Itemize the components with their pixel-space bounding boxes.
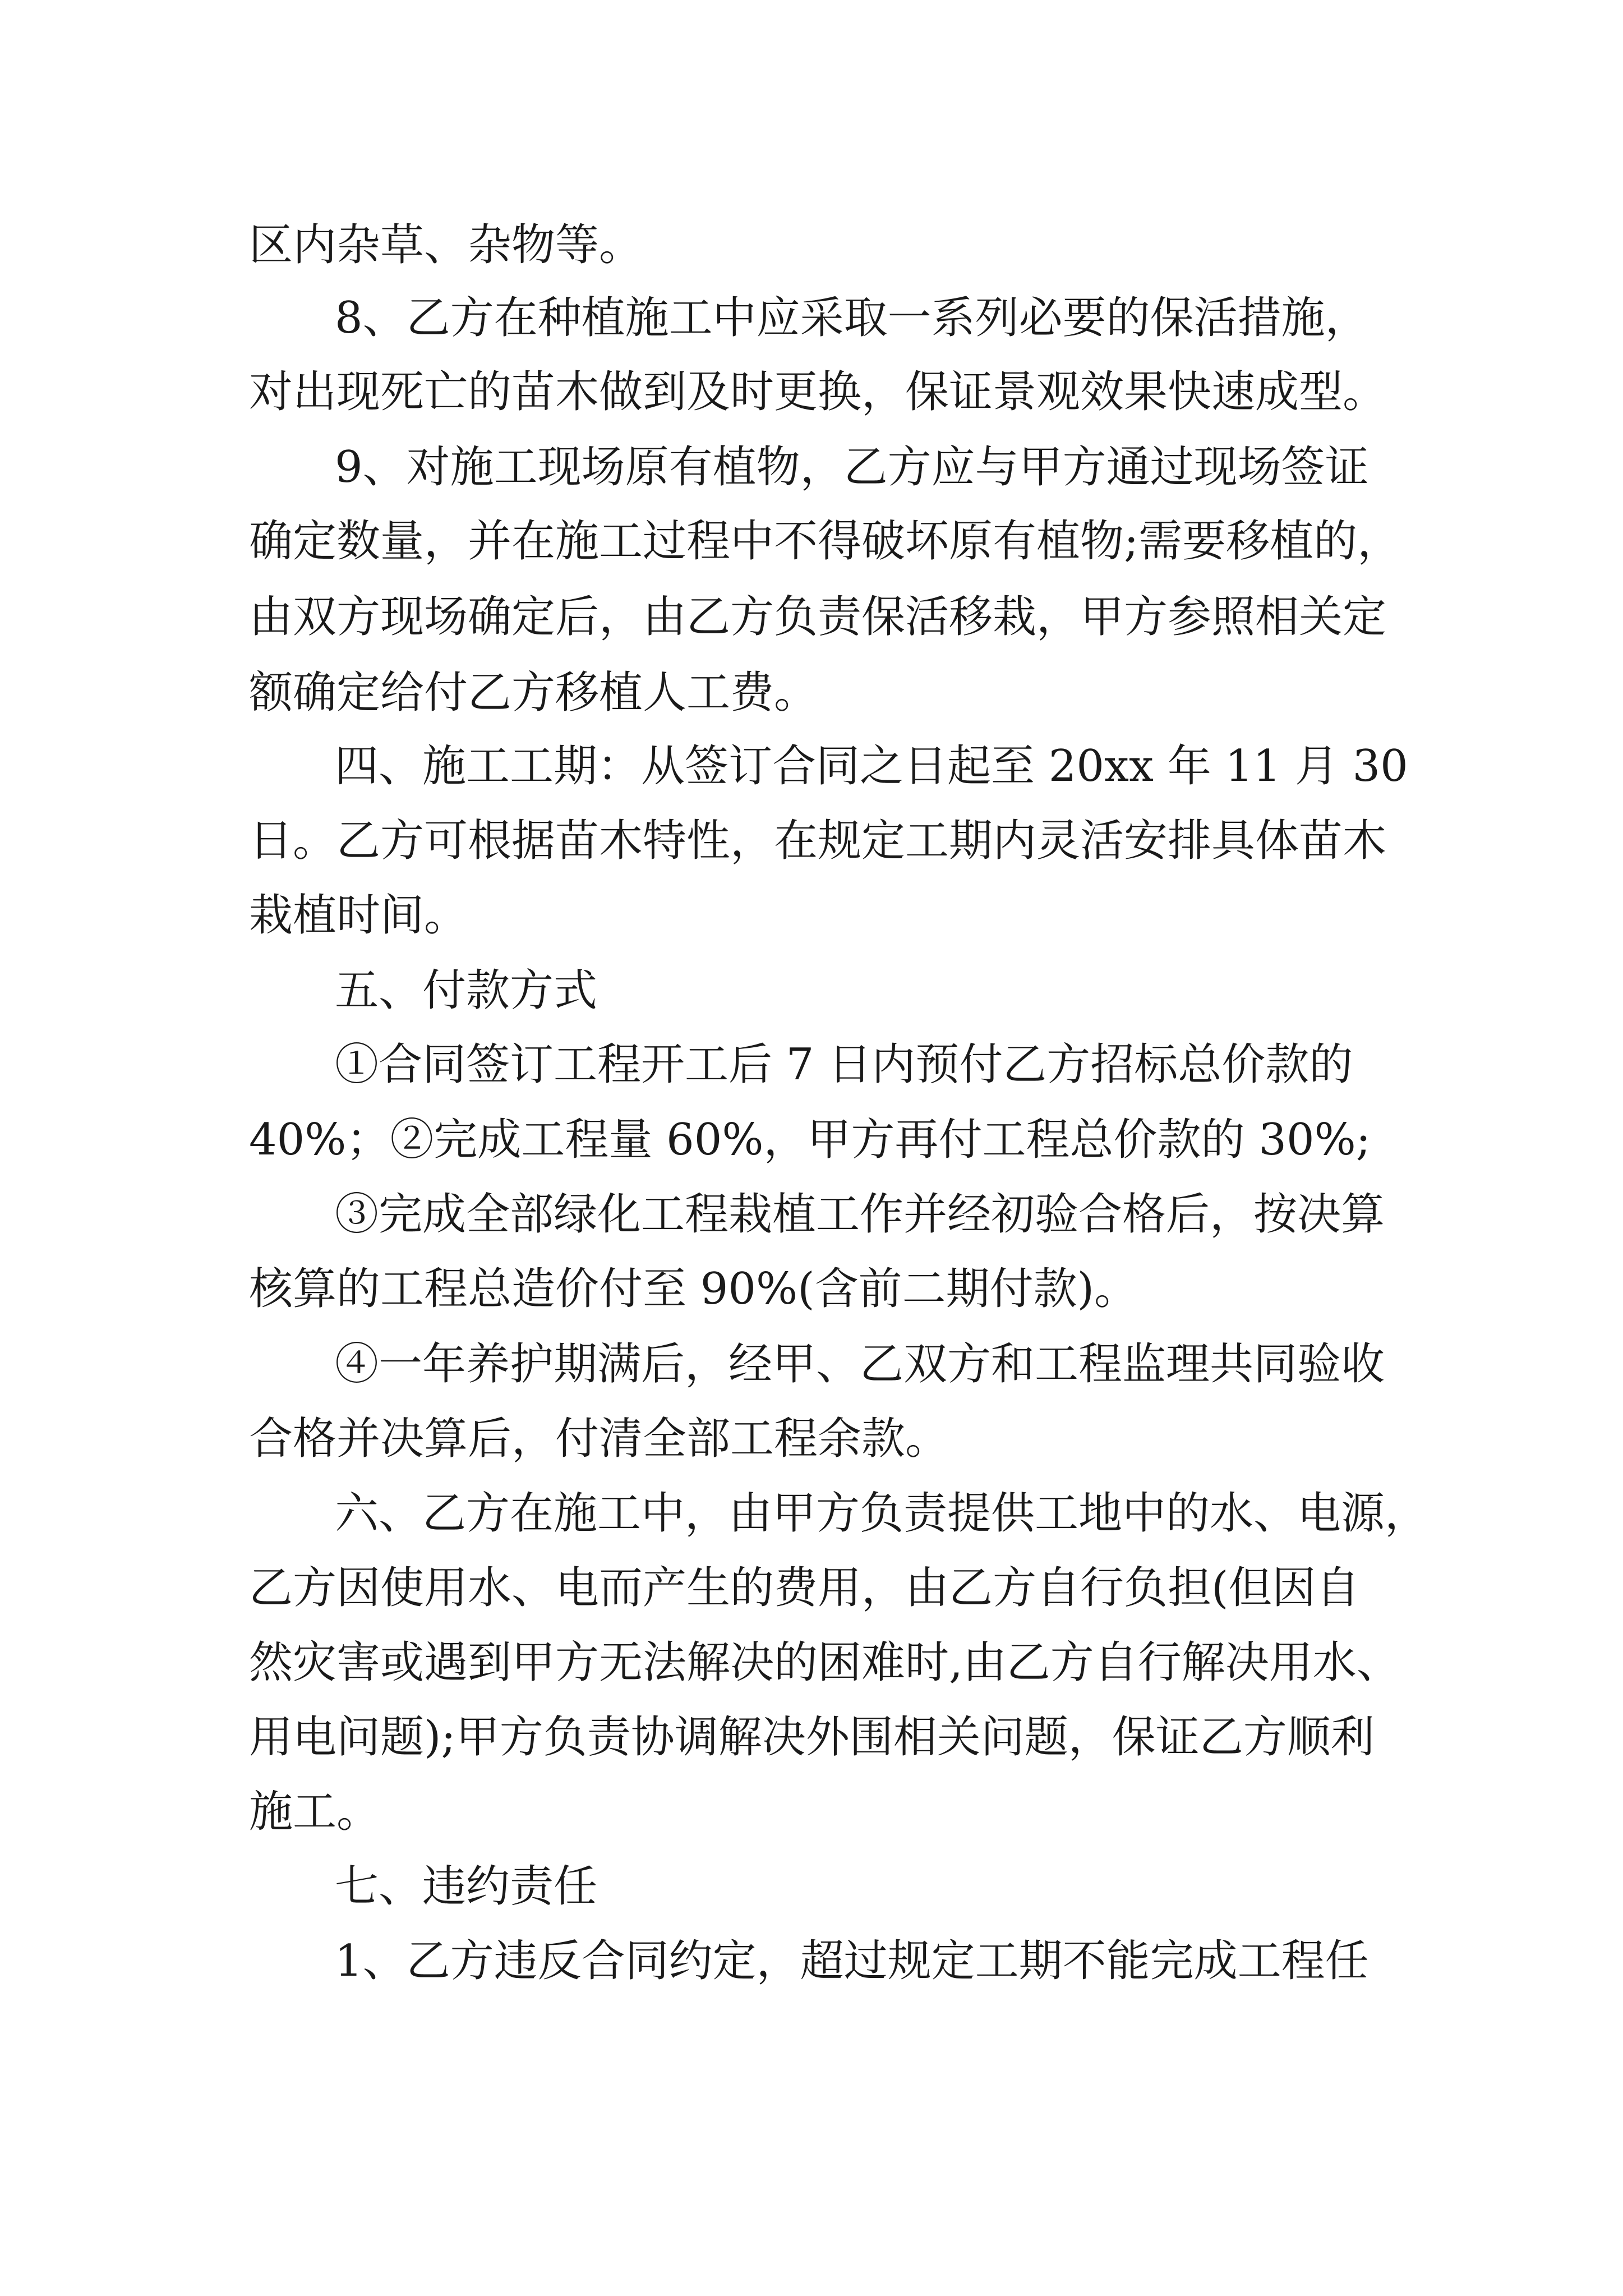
text-line: 乙方因使用水、电而产生的费用，由乙方自行负担(但因自 (249, 1563, 1360, 1613)
section-heading: 五、付款方式 (335, 965, 598, 1016)
text-line: 然灾害或遇到甲方无法解决的困难时,由乙方自行解决用水、 (249, 1637, 1400, 1688)
text-line: 9、对施工现场原有植物，乙方应与甲方通过现场签证 (335, 442, 1369, 493)
text-line: 对出现死亡的苗木做到及时更换，保证景观效果快速成型。 (249, 367, 1387, 417)
text-line: 日。乙方可根据苗木特性，在规定工期内灵活安排具体苗木 (249, 816, 1387, 866)
section-heading: 七、违约责任 (335, 1861, 598, 1912)
text-line: 栽植时间。 (249, 890, 468, 941)
text-line: 区内杂草、杂物等。 (249, 220, 643, 270)
text-line: 40%；②完成工程量 60%，甲方再付工程总价款的 30%; (249, 1115, 1371, 1165)
text-line: 四、施工工期：从签订合同之日起至 20xx 年 11 月 30 (335, 741, 1408, 792)
text-line: 确定数量，并在施工过程中不得破坏原有植物;需要移植的， (249, 516, 1401, 567)
text-line: 由双方现场确定后，由乙方负责保活移栽，甲方参照相关定 (249, 592, 1387, 642)
text-line: 额确定给付乙方移植人工费。 (249, 668, 818, 718)
text-line: 核算的工程总造价付至 90%(含前二期付款)。 (249, 1264, 1138, 1314)
text-line: 1、乙方违反合同约定，超过规定工期不能完成工程任 (335, 1936, 1369, 1986)
text-line: ④一年养护期满后，经甲、乙双方和工程监理共同验收 (335, 1339, 1385, 1389)
text-line: 施工。 (249, 1787, 381, 1837)
text-line: ③完成全部绿化工程栽植工作并经初验合格后，按决算 (335, 1189, 1385, 1240)
text-line: 用电问题);甲方负责协调解决外围相关问题，保证乙方顺利 (249, 1712, 1375, 1763)
text-line: 合格并决算后，付清全部工程余款。 (249, 1414, 949, 1464)
text-line: 六、乙方在施工中，由甲方负责提供工地中的水、电源， (335, 1488, 1429, 1539)
text-line: 8、乙方在种植施工中应采取一系列必要的保活措施， (335, 293, 1369, 343)
text-line: ①合同签订工程开工后 7 日内预付乙方招标总价款的 (335, 1039, 1353, 1090)
